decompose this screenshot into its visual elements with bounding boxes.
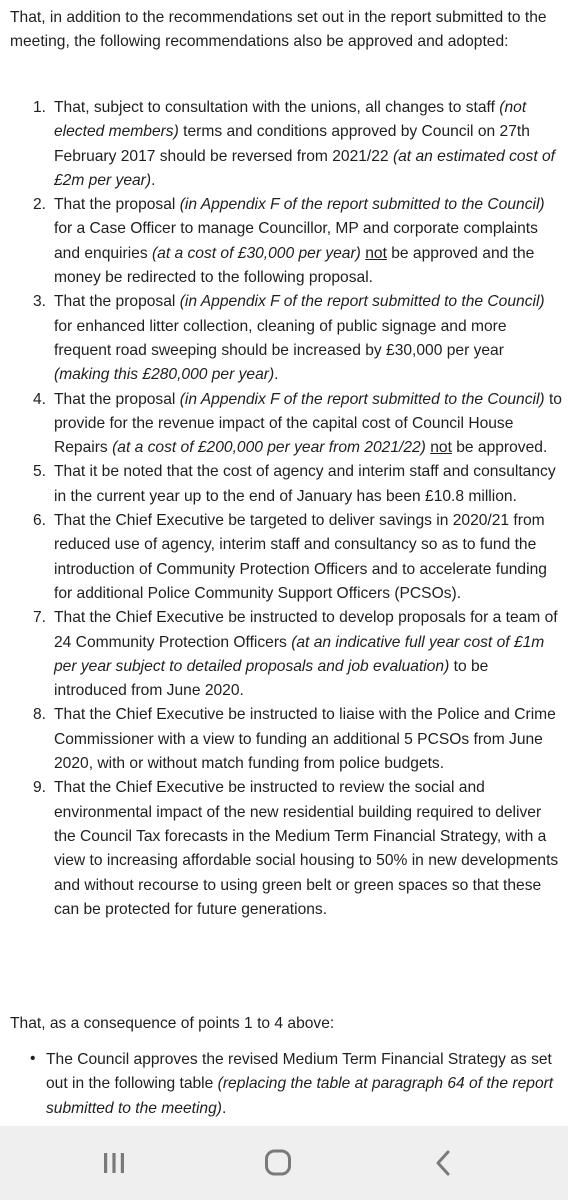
italic-text: (in Appendix F of the report submitted to the Council) xyxy=(179,390,545,408)
recommendation-text xyxy=(54,293,545,383)
recommendation-item xyxy=(10,290,562,387)
recommendation-number: 2. xyxy=(32,196,46,214)
underlined-text: not xyxy=(430,439,452,457)
underlined-text: not xyxy=(365,244,387,262)
recommendation-number: 8. xyxy=(32,706,46,724)
italic-text: (at an indicative full year cost of £1m per year subject to detailed proposals and job evaluation) xyxy=(54,633,545,675)
recommendation-text xyxy=(54,779,558,917)
text-run: be approved and the money be redirected to the following proposal. xyxy=(54,244,535,287)
bullet-item xyxy=(10,1048,562,1121)
recommendation-item xyxy=(10,509,562,606)
text-run: terms and conditions approved by Council on 27th February 2017 should be reversed from 2021/22 xyxy=(54,123,530,165)
recommendation-number: 3. xyxy=(32,293,46,311)
text-run: That the Chief Executive be instructed to review the social and environmental impact of the new residential building required to deliver the Council Tax forecasts in the Medium Term Financial Strategy, with a view to increasing affordable social housing to 50% in new developments and without recourse to using green belt or green spaces so that these can be protected for future generations. xyxy=(54,779,559,918)
recommendation-number: 4. xyxy=(32,390,46,408)
italic-text: (replacing the table at paragraph 64 of the report submitted to the meeting) xyxy=(46,1075,554,1117)
recommendation-text xyxy=(54,196,545,286)
navigation-bar xyxy=(0,1126,568,1200)
text-run: . xyxy=(274,366,279,384)
recommendation-text xyxy=(54,706,556,772)
recommendation-text xyxy=(54,391,562,457)
text-run: to be introduced from June 2020. xyxy=(54,657,489,700)
italic-text: (at a cost of £200,000 per year from 2021/22) xyxy=(112,439,426,457)
italic-text: (in Appendix F of the report submitted to the Council) xyxy=(179,293,545,311)
bullet-marker: • xyxy=(30,1050,36,1067)
text-run: The Council approves the revised Medium Term Financial Strategy as set out in the following table xyxy=(46,1051,552,1093)
recommendations-list xyxy=(10,96,562,922)
text-run: to provide for the revenue impact of the capital cost of Council House Repairs xyxy=(54,390,562,457)
bullet-text xyxy=(46,1051,553,1117)
recommendation-number: 5. xyxy=(32,463,46,481)
recent-apps-button[interactable] xyxy=(84,1140,144,1186)
italic-text: (making this £280,000 per year) xyxy=(54,366,275,384)
recommendation-number: 7. xyxy=(32,609,46,627)
recommendation-item xyxy=(10,193,562,290)
text-run: That the Chief Executive be instructed to liaise with the Police and Crime Commissioner with a view to funding an additional 5 PCSOs from June 2020, with or without match funding from police budgets. xyxy=(54,706,556,773)
text-run: . xyxy=(151,171,156,189)
text-run: That it be noted that the cost of agency and interim staff and consultancy in the current year up to the end of January has been £10.8 million. xyxy=(54,463,556,505)
intro-paragraph: That, in addition to the recommendations set out in the report submitted to the meeting, the following recommendations also be approved and adopted: xyxy=(10,9,547,51)
back-button[interactable] xyxy=(414,1140,474,1186)
text-run: for a Case Officer to manage Councillor, MP and corporate complaints and enquiries xyxy=(54,220,538,262)
italic-text: (not elected members) xyxy=(54,99,527,141)
recommendation-item xyxy=(10,388,562,461)
text-run: That the proposal xyxy=(54,293,180,311)
home-icon xyxy=(261,1140,295,1186)
recommendation-number: 9. xyxy=(32,779,46,797)
recommendation-text xyxy=(54,512,547,602)
text-run: for enhanced litter collection, cleaning of public signage and more frequent road sweeping should be increased by £30,000 per year xyxy=(54,317,507,359)
consequence-paragraph: That, as a consequence of points 1 to 4 above: xyxy=(10,1015,335,1032)
back-icon xyxy=(429,1140,459,1186)
text-run: be approved. xyxy=(451,439,548,457)
text-run: That the Chief Executive be targeted to deliver savings in 2020/21 from reduced use of agency, interim staff and consultancy so as to fund the introduction of Community Protection Officers and to accelerate funding for additional Police Community Support Officers (PCSOs). xyxy=(54,512,547,602)
recommendation-item xyxy=(10,703,562,776)
italic-text: (at an estimated cost of £2m per year) xyxy=(54,147,556,189)
recommendation-text xyxy=(54,609,558,699)
recent-apps-icon xyxy=(99,1140,129,1186)
italic-text: (in Appendix F of the report submitted to the Council) xyxy=(179,196,545,214)
recommendation-number: 1. xyxy=(32,99,46,116)
recommendation-item xyxy=(10,96,562,193)
bullet-list xyxy=(10,1048,562,1121)
recommendation-item xyxy=(10,460,562,509)
text-run: . xyxy=(221,1099,227,1117)
recommendation-item xyxy=(10,606,562,703)
italic-text: (at a cost of £30,000 per year) xyxy=(151,244,361,262)
text-run: That, subject to consultation with the unions, all changes to staff xyxy=(54,99,500,116)
recommendation-text xyxy=(54,99,555,189)
home-button[interactable] xyxy=(248,1140,308,1186)
recommendation-number: 6. xyxy=(32,512,46,530)
recommendation-text xyxy=(54,463,556,504)
text-run: That the Chief Executive be instructed to develop proposals for a team of 24 Community Protection Officers xyxy=(54,609,558,651)
text-run: That the proposal xyxy=(54,390,180,408)
recommendation-item xyxy=(10,776,562,922)
text-run: That the proposal xyxy=(54,196,180,214)
